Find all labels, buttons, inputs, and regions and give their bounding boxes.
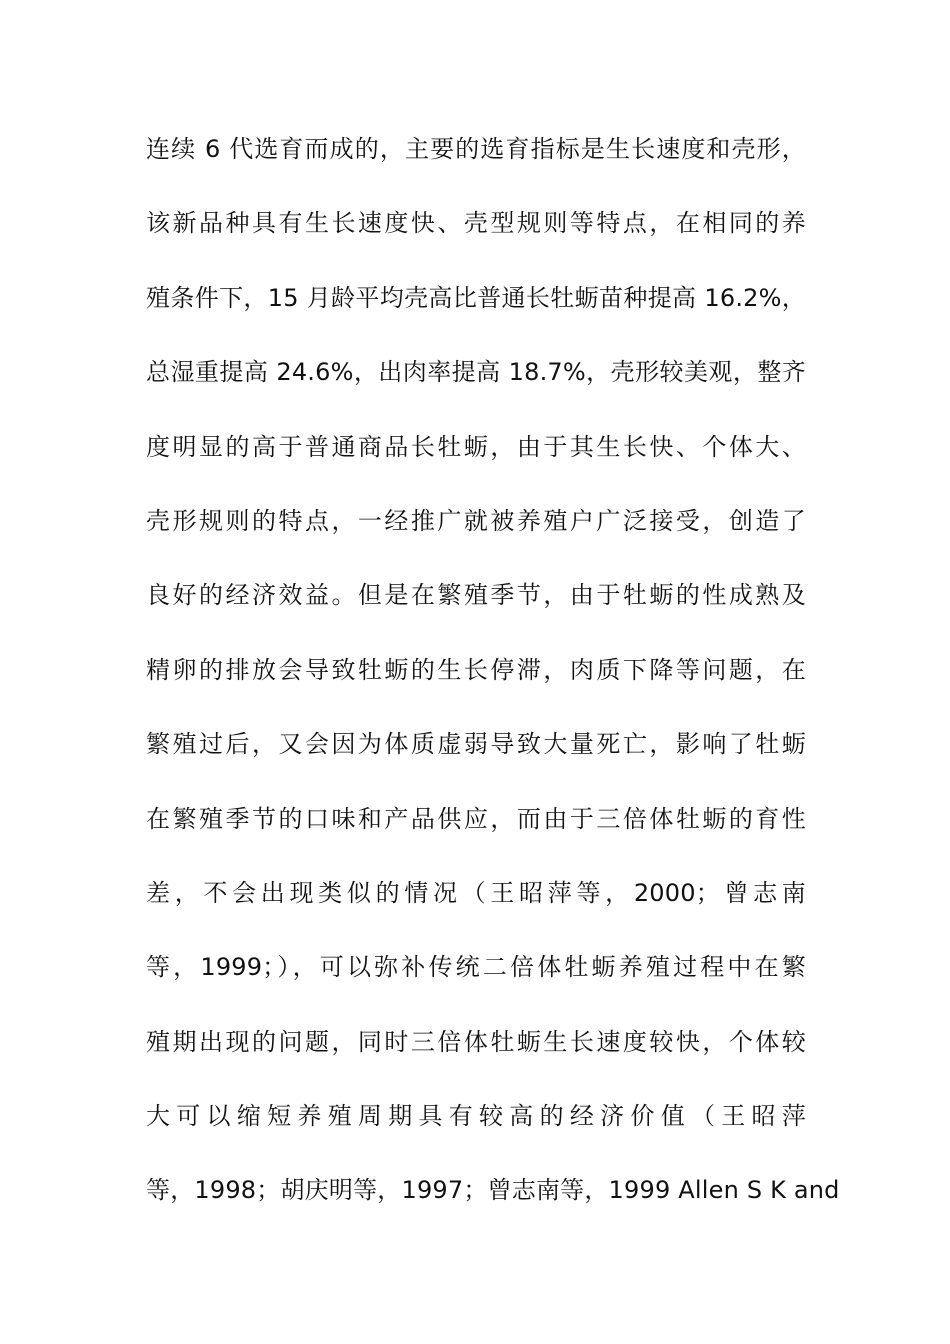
text-line-1: 连续 6 代选育而成的，主要的选育指标是生长速度和壳形， [146,135,806,163]
text-line-5: 度明显的高于普通商品长牡蛎，由于其生长快、个体大、 [146,432,806,461]
text-line-8: 精卵的排放会导致牡蛎的生长停滞，肉质下降等问题，在 [146,655,806,684]
text-line-14: 大可以缩短养殖周期具有较高的经济价值（王昭萍 [146,1102,806,1131]
text-line-9: 繁殖过后，又会因为体质虚弱导致大量死亡，影响了牡蛎 [146,730,806,759]
text-line-7: 良好的经济效益。但是在繁殖季节，由于牡蛎的性成熟及 [146,581,806,610]
text-line-15: 等，1998；胡庆明等，1997；曾志南等，1999 Allen S K and [146,1176,840,1205]
text-line-13: 殖期出现的问题，同时三倍体牡蛎生长速度较快，个体较 [146,1027,806,1056]
text-line-11: 差，不会出现类似的情况（王昭萍等，2000；曾志南 [146,878,806,907]
text-line-12: 等，1999；），可以弥补传统二倍体牡蛎养殖过程中在繁 [146,953,806,982]
body-text [146,128,840,1244]
text-line-3: 殖条件下，15 月龄平均壳高比普通长牡蛎苗种提高 16.2%， [146,283,806,312]
text-line-6: 壳形规则的特点，一经推广就被养殖户广泛接受，创造了 [146,506,806,535]
text-line-2: 该新品种具有生长速度快、壳型规则等特点，在相同的养 [146,209,806,238]
text-line-4: 总湿重提高 24.6%，出肉率提高 18.7%，壳形较美观，整齐 [146,358,806,387]
text-line-10: 在繁殖季节的口味和产品供应，而由于三倍体牡蛎的育性 [146,804,806,833]
